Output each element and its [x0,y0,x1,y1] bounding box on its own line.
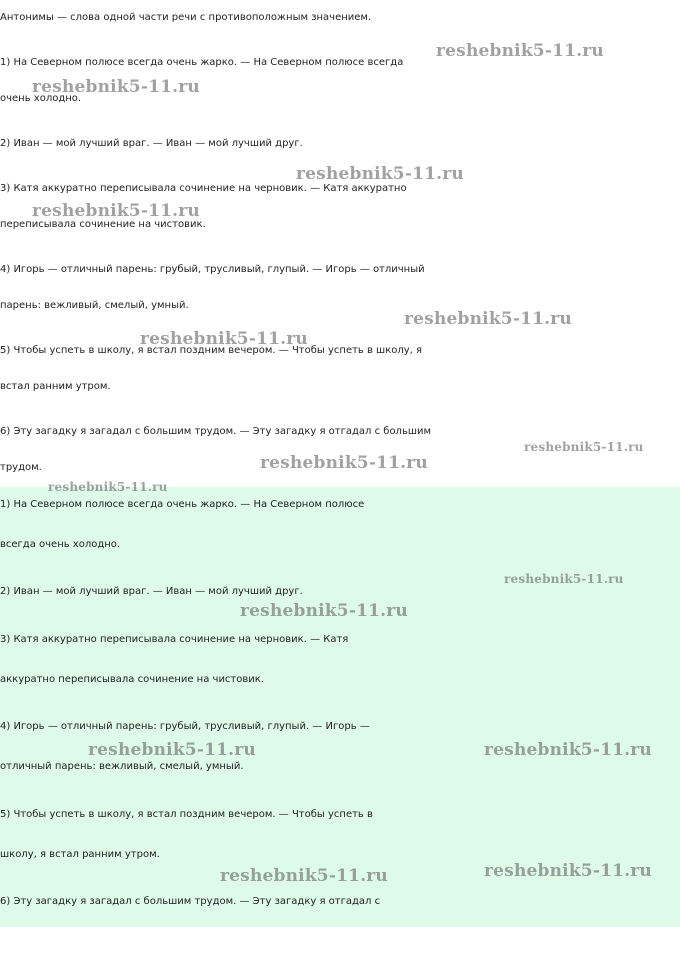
watermark: reshebnik5-11.ru [404,309,572,329]
watermark: reshebnik5-11.ru [32,77,200,97]
watermark: reshebnik5-11.ru [260,453,428,473]
watermark: reshebnik5-11.ru [484,861,652,881]
s1-line-2: очень холодно. [0,93,82,104]
s1-line-1: 1) На Северном полюсе всегда очень жарко. — На Северном полюсе всегда [0,57,404,68]
s1-line-8: 5) Чтобы успеть в школу, я встал поздним вечером. — Чтобы успеть в школу, я [0,345,423,356]
watermark: reshebnik5-11.ru [296,164,464,184]
watermark: reshebnik5-11.ru [484,740,652,760]
s2-line-10: 6) Эту загадку я загадал с большим трудом. — Эту загадку я отгадал с [0,896,381,907]
s1-line-5: переписывала сочинение на чистовик. [0,219,206,230]
s2-line-7: отличный парень: вежливый, смелый, умный. [0,761,244,772]
watermark: reshebnik5-11.ru [140,329,308,349]
s2-line-4: 3) Катя аккуратно переписывала сочинение на черновик. — Катя [0,634,349,645]
s1-line-10: 6) Эту загадку я загадал с большим трудом. — Эту загадку я отгадал с большим [0,426,432,437]
s1-line-4: 3) Катя аккуратно переписывала сочинение на черновик. — Катя аккуратно [0,183,407,194]
watermark: reshebnik5-11.ru [220,866,388,886]
s2-line-8: 5) Чтобы успеть в школу, я встал поздним вечером. — Чтобы успеть в [0,809,373,820]
watermark: reshebnik5-11.ru [524,440,644,454]
s1-line-6: 4) Игорь — отличный парень: грубый, трусливый, глупый. — Игорь — отличный [0,264,425,275]
s2-line-3: 2) Иван — мой лучший враг. — Иван — мой лучший друг. [0,586,303,597]
s1-line-3: 2) Иван — мой лучший враг. — Иван — мой лучший друг. [0,138,303,149]
watermark: reshebnik5-11.ru [32,201,200,221]
s2-line-1: 1) На Северном полюсе всегда очень жарко. — На Северном полюсе [0,499,365,510]
watermark: reshebnik5-11.ru [504,572,624,586]
watermark: reshebnik5-11.ru [240,601,408,621]
watermark: reshebnik5-11.ru [48,480,168,494]
intro-text: Антонимы — слова одной части речи с противоположным значением. [0,12,372,23]
s2-line-2: всегда очень холодно. [0,539,121,550]
s1-line-9: встал ранним утром. [0,381,111,392]
s2-line-6: 4) Игорь — отличный парень: грубый, трусливый, глупый. — Игорь — [0,721,370,732]
watermark: reshebnik5-11.ru [88,740,256,760]
s2-line-9: школу, я встал ранним утром. [0,849,160,860]
s1-line-11: трудом. [0,462,42,473]
s1-line-7: парень: вежливый, смелый, умный. [0,300,189,311]
s2-line-5: аккуратно переписывала сочинение на чистовик. [0,674,264,685]
watermark: reshebnik5-11.ru [436,41,604,61]
